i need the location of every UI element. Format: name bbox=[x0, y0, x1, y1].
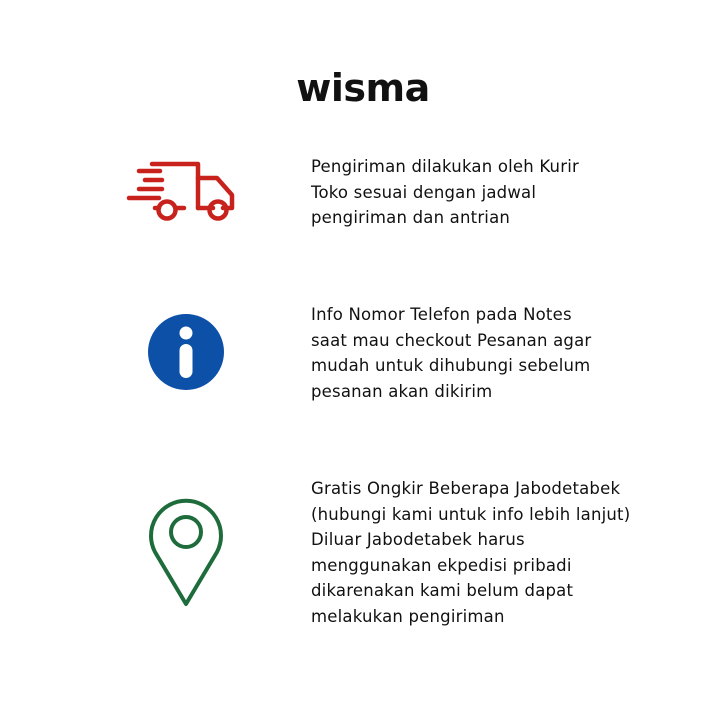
text-line: dikarenakan kami belum dapat bbox=[311, 581, 574, 601]
delivery-info-text bbox=[311, 154, 716, 231]
shipping-info-text bbox=[311, 476, 716, 630]
phone-info-text bbox=[311, 302, 716, 404]
text-line: Diluar Jabodetabek harus bbox=[311, 530, 525, 550]
info-icon bbox=[146, 312, 226, 392]
text-line: pesanan akan dikirim bbox=[311, 381, 493, 401]
text-line: pengiriman dan antrian bbox=[311, 208, 511, 228]
text-line: Toko sesuai dengan jadwal bbox=[311, 182, 537, 202]
brand-logo: wisma bbox=[296, 66, 430, 110]
text-line: Info Nomor Telefon pada Notes bbox=[311, 305, 572, 324]
text-line: Pengiriman dilakukan oleh Kurir bbox=[311, 157, 579, 176]
delivery-truck-icon bbox=[126, 158, 238, 226]
text-line: (hubungi kami untuk info lebih lanjut) bbox=[311, 504, 631, 524]
text-line: menggunakan ekpedisi pribadi bbox=[311, 555, 572, 575]
text-line: mudah untuk dihubungi sebelum bbox=[311, 356, 591, 376]
text-line: melakukan pengiriman bbox=[311, 606, 505, 626]
location-pin-icon bbox=[146, 494, 226, 608]
text-line: saat mau checkout Pesanan agar bbox=[311, 330, 592, 350]
text-line: Gratis Ongkir Beberapa Jabodetabek bbox=[311, 479, 621, 498]
